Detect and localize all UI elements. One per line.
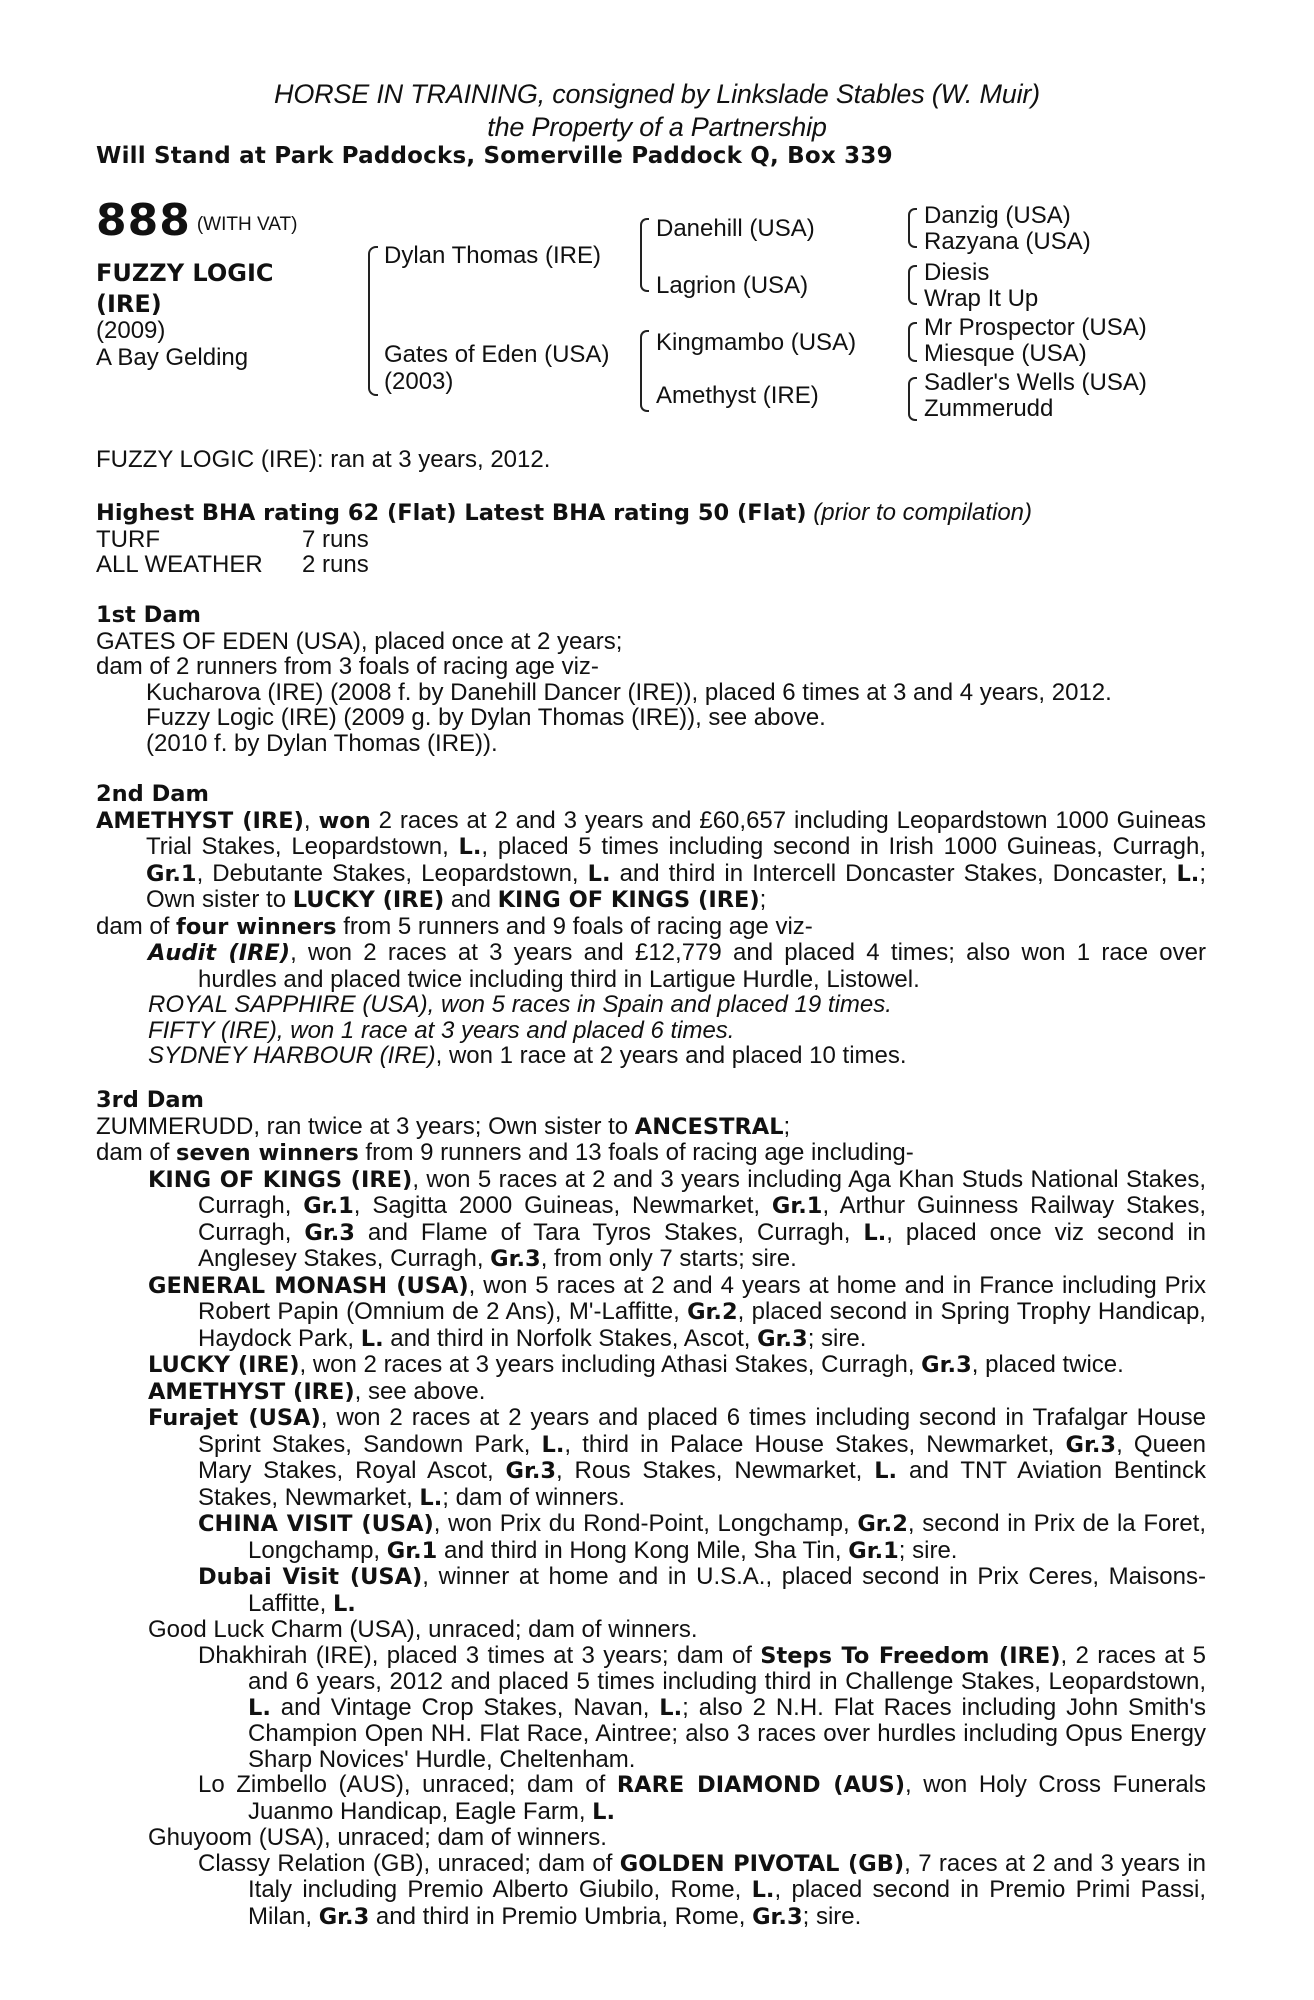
progeny-sydney-harbour: SYDNEY HARBOUR (IRE), won 1 race at 2 years and placed 10 times. bbox=[148, 1042, 907, 1069]
pedigree-g6: Miesque (USA) bbox=[924, 340, 1087, 367]
ratings-block bbox=[96, 500, 1206, 578]
pedigree-g8: Zummerudd bbox=[924, 395, 1054, 422]
progeny-fifty: FIFTY (IRE), won 1 race at 3 years and placed 6 times. bbox=[148, 1016, 735, 1044]
horse-name-line1: FUZZY LOGIC bbox=[96, 259, 274, 287]
pedigree-brace-dam bbox=[640, 330, 649, 412]
first-dam-line2: dam of 2 runners from 3 foals of racing age viz- bbox=[96, 653, 599, 680]
pedigree-g5: Mr Prospector (USA) bbox=[924, 314, 1147, 341]
second-dam-record: AMETHYST (IRE), won 2 races at 2 and 3 years and £60,657 including Leopardstown 1000 Guineas Trial Stakes, Leopardstown, L., placed 5 times including second in Irish 1000 Guineas, Curragh, Gr.1, Debutante Stakes, Leopardstown, L. and third in Intercell Doncaster Stakes, Doncaster, L.; Own sister to LUCKY (IRE) and KING OF KINGS (IRE); bbox=[96, 806, 1207, 913]
pedigree-dam-dam: Amethyst (IRE) bbox=[656, 382, 819, 409]
furajet-progeny bbox=[148, 1511, 1206, 1617]
progeny-furajet: Furajet (USA), won 2 races at 2 years and placed 6 times including second in Trafalgar House Sprint Stakes, Sandown Park, L., third in Palace House Stakes, Newmarket, Gr.3, Queen Mary Stakes, Royal Ascot, Gr.3, Rous Stakes, Newmarket, L. and TNT Aviation Bentinck Stakes, Newmarket, L.; dam of winners. bbox=[148, 1404, 1206, 1511]
header-stand-location: Will Stand at Park Paddocks, Somerville Paddock Q, Box 339 bbox=[96, 143, 893, 169]
horse-description: A Bay Gelding bbox=[96, 344, 249, 371]
pedigree-g4: Wrap It Up bbox=[924, 285, 1039, 312]
first-dam-progeny-3: (2010 f. by Dylan Thomas (IRE)). bbox=[146, 729, 498, 757]
lot-number: 888 bbox=[96, 195, 191, 246]
third-dam-section bbox=[96, 1088, 1206, 1930]
progeny-china-visit: CHINA VISIT (USA), won Prix du Rond-Point, Longchamp, Gr.2, second in Prix de la Foret, Longchamp, Gr.1 and third in Hong Kong Mile, Sha Tin, Gr.1; sire. bbox=[198, 1510, 1207, 1564]
progeny-ghuyoom: Ghuyoom (USA), unraced; dam of winners. bbox=[148, 1824, 607, 1851]
pedigree-g1: Danzig (USA) bbox=[924, 202, 1071, 229]
progeny-general-monash: GENERAL MONASH (USA), won 5 races at 2 and 4 years at home and in France including Prix Robert Papin (Omnium de 2 Ans), M'-Laffitte, Gr.2, placed second in Spring Trophy Handicap, Haydock Park, L. and third in Norfolk Stakes, Ascot, Gr.3; sire. bbox=[148, 1271, 1206, 1352]
first-dam-section bbox=[96, 603, 1206, 756]
pedigree-brace-g78 bbox=[908, 377, 917, 421]
lot-number-block bbox=[96, 195, 298, 246]
pedigree-dam-year: (2003) bbox=[384, 368, 454, 395]
progeny-audit: Audit (IRE), won 2 races at 3 years and £12,779 and placed 4 times; also won 1 race over hurdles and placed twice including third in Lartigue Hurdle, Listowel. bbox=[148, 939, 1206, 993]
first-dam-progeny-1: Kucharova (IRE) (2008 f. by Danehill Dancer (IRE)), placed 6 times at 3 and 4 years, 2012. bbox=[146, 678, 1112, 706]
progeny-classy-relation: Classy Relation (GB), unraced; dam of GOLDEN PIVOTAL (GB), 7 races at 2 and 3 years in Italy including Premio Alberto Giubilo, Rome, L., placed second in Premio Primi Passi, Milan, Gr.3 and third in Premio Umbria, Rome, Gr.3; sire. bbox=[198, 1849, 1207, 1930]
ratings-heading: Highest BHA rating 62 (Flat) Latest BHA rating 50 (Flat) bbox=[96, 500, 807, 526]
second-dam-progeny-summary: dam of four winners from 5 runners and 9 foals of racing age viz- bbox=[96, 912, 813, 940]
third-dam-progeny-list bbox=[96, 1167, 1206, 1931]
ratings-note: (prior to compilation) bbox=[813, 499, 1033, 526]
third-dam-line1: ZUMMERUDD, ran twice at 3 years; Own sister to ANCESTRAL; bbox=[96, 1112, 791, 1140]
header-property: the Property of a Partnership bbox=[487, 112, 827, 142]
aw-runs: 2 runs bbox=[302, 551, 369, 578]
pedigree-g2: Razyana (USA) bbox=[924, 228, 1091, 255]
pedigree-sire-dam: Lagrion (USA) bbox=[656, 272, 809, 299]
pedigree-g7: Sadler's Wells (USA) bbox=[924, 369, 1147, 396]
header-consignor: HORSE IN TRAINING, consigned by Linkslade Stables (W. Muir) bbox=[274, 79, 1040, 109]
third-dam-heading: 3rd Dam bbox=[96, 1087, 204, 1113]
progeny-dubai-visit: Dubai Visit (USA), winner at home and in U.S.A., placed second in Prix Ceres, Maisons-Laffitte, L. bbox=[198, 1563, 1206, 1617]
progeny-good-luck-charm: Good Luck Charm (USA), unraced; dam of winners. bbox=[148, 1616, 698, 1643]
first-dam-progeny-2: Fuzzy Logic (IRE) (2009 g. by Dylan Thomas (IRE)), see above. bbox=[146, 704, 826, 731]
progeny-lo-zimbello: Lo Zimbello (AUS), unraced; dam of RARE DIAMOND (AUS), won Holy Cross Funerals Juanmo Handicap, Eagle Farm, L. bbox=[198, 1771, 1206, 1825]
vat-label: (WITH VAT) bbox=[196, 214, 298, 235]
turf-label: TURF bbox=[96, 525, 160, 553]
progeny-lucky: LUCKY (IRE), won 2 races at 3 years including Athasi Stakes, Curragh, Gr.3, placed twice. bbox=[148, 1351, 1124, 1378]
pedigree-brace-g12 bbox=[908, 208, 917, 248]
second-dam-section bbox=[96, 782, 1206, 1069]
first-dam-line1: GATES OF EDEN (USA), placed once at 2 years; bbox=[96, 627, 623, 655]
turf-runs: 7 runs bbox=[302, 525, 369, 553]
pedigree-sire-sire: Danehill (USA) bbox=[656, 215, 815, 242]
pedigree-brace-main bbox=[368, 246, 378, 396]
pedigree-brace-sire bbox=[640, 218, 649, 292]
pedigree-sire: Dylan Thomas (IRE) bbox=[384, 242, 601, 269]
horse-name-line2: (IRE) bbox=[96, 290, 162, 318]
progeny-king-of-kings: KING OF KINGS (IRE), won 5 races at 2 and 3 years including Aga Khan Studs National Stakes, Curragh, Gr.1, Sagitta 2000 Guineas, Newmarket, Gr.1, Arthur Guinness Railway Stakes, Curragh, Gr.3 and Flame of Tara Tyros Stakes, Curragh, L., placed once viz second in Anglesey Stakes, Curragh, Gr.3, from only 7 starts; sire. bbox=[148, 1165, 1207, 1272]
horse-year: (2009) bbox=[96, 317, 166, 344]
second-dam-heading: 2nd Dam bbox=[96, 781, 209, 807]
good-luck-charm-progeny bbox=[148, 1643, 1206, 1826]
pedigree-brace-g34 bbox=[908, 265, 917, 305]
horse-name bbox=[96, 258, 274, 320]
pedigree-dam: Gates of Eden (USA) bbox=[384, 341, 610, 368]
progeny-royal-sapphire: ROYAL SAPPHIRE (USA), won 5 races in Spain and placed 19 times. bbox=[148, 991, 892, 1018]
second-dam-progeny-list bbox=[96, 940, 1206, 1069]
progeny-amethyst: AMETHYST (IRE), see above. bbox=[148, 1377, 486, 1405]
race-record: FUZZY LOGIC (IRE): ran at 3 years, 2012. bbox=[96, 446, 551, 473]
pedigree-brace-g56 bbox=[908, 322, 917, 362]
third-dam-line2: dam of seven winners from 9 runners and 13 foals of racing age including- bbox=[96, 1139, 914, 1166]
ghuyoom-progeny bbox=[148, 1851, 1206, 1931]
aw-label: ALL WEATHER bbox=[96, 551, 263, 578]
progeny-dhakhirah: Dhakhirah (IRE), placed 3 times at 3 years; dam of Steps To Freedom (IRE), 2 races at 5 and 6 years, 2012 and placed 5 times including third in Challenge Stakes, Leopardstown, L. and Vintage Crop Stakes, Navan, L.; also 2 N.H. Flat Races including John Smith's Champion Open NH. Flat Race, Aintree; also 3 races over hurdles including Opus Energy Sharp Novices' Hurdle, Cheltenham. bbox=[198, 1641, 1206, 1773]
first-dam-heading: 1st Dam bbox=[96, 602, 201, 628]
pedigree-g3: Diesis bbox=[924, 259, 990, 286]
pedigree-dam-sire: Kingmambo (USA) bbox=[656, 329, 857, 356]
